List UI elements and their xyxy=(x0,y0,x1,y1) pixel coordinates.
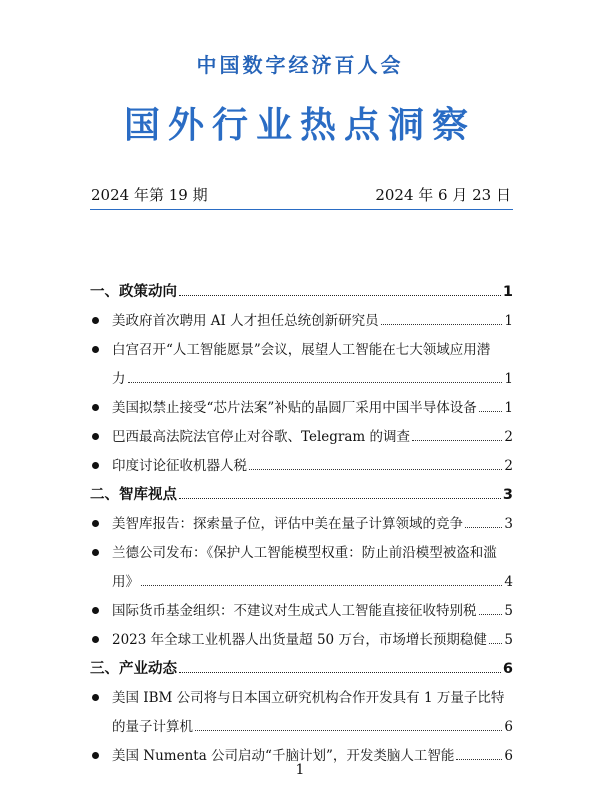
dot-leader xyxy=(179,295,501,296)
org-name: 中国数字经济百人会 xyxy=(196,53,404,77)
issue-number: 2024 年第 19 期 xyxy=(91,186,208,204)
page-number: 1 xyxy=(295,762,305,778)
toc-item[interactable] xyxy=(90,618,513,647)
issue-date: 2024 年 6 月 23 日 xyxy=(375,186,511,204)
toc-entry-text: 美政府首次聘用 AI 人才担任总统创新研究员 xyxy=(112,312,379,329)
toc-page-number: 1 xyxy=(504,370,513,387)
toc-page-number: 5 xyxy=(504,631,513,648)
toc-entry-text: 力 xyxy=(112,370,126,387)
toc-item[interactable] xyxy=(90,502,513,531)
toc-page-number: 1 xyxy=(502,283,513,300)
toc-entry-text: 印度讨论征收机器人税 xyxy=(112,457,247,474)
toc-section[interactable] xyxy=(90,473,513,502)
toc-page-number: 6 xyxy=(502,660,513,677)
toc-page-number: 2 xyxy=(504,457,513,474)
bullet-icon xyxy=(92,752,99,759)
table-of-contents xyxy=(90,270,513,763)
toc-entry-text: 用》 xyxy=(112,573,139,590)
bullet-icon xyxy=(92,346,99,353)
bullet-icon xyxy=(92,404,99,411)
toc-item[interactable] xyxy=(90,386,513,415)
toc-page-number: 1 xyxy=(504,399,513,416)
toc-item[interactable] xyxy=(90,531,513,560)
bullet-icon xyxy=(92,520,99,527)
bullet-icon xyxy=(92,433,99,440)
toc-item[interactable] xyxy=(90,415,513,444)
bullet-icon xyxy=(92,549,99,556)
toc-entry-text: 美国 IBM 公司将与日本国立研究机构合作开发具有 1 万量子比特 xyxy=(112,689,505,706)
toc-entry-text: 二、智库视点 xyxy=(90,486,177,503)
toc-entry-text: 一、政策动向 xyxy=(90,283,177,300)
bullet-icon xyxy=(92,607,99,614)
toc-section[interactable] xyxy=(90,270,513,299)
dot-leader xyxy=(479,411,503,412)
dot-leader xyxy=(489,643,502,644)
toc-item[interactable] xyxy=(90,328,513,357)
toc-item[interactable] xyxy=(90,444,513,473)
toc-page-number: 6 xyxy=(504,718,513,735)
toc-entry-text: 美国拟禁止接受“芯片法案”补贴的晶圆厂采用中国半导体设备 xyxy=(112,399,477,416)
document-title: 国外行业热点洞察 xyxy=(123,105,476,146)
toc-entry-text: 白宫召开“人工智能愿景”会议，展望人工智能在七大领域应用潜 xyxy=(112,341,491,358)
toc-item-continuation[interactable] xyxy=(90,705,513,734)
bullet-icon xyxy=(92,317,99,324)
toc-page-number: 3 xyxy=(502,486,513,503)
toc-item[interactable] xyxy=(90,299,513,328)
toc-section[interactable] xyxy=(90,647,513,676)
toc-entry-text: 三、产业动态 xyxy=(90,660,177,677)
bullet-icon xyxy=(92,694,99,701)
dot-leader xyxy=(465,527,502,528)
bullet-icon xyxy=(92,636,99,643)
toc-entry-text: 美国 Numenta 公司启动“千脑计划”，开发类脑人工智能 xyxy=(112,747,455,764)
toc-item[interactable] xyxy=(90,734,513,763)
toc-item-continuation[interactable] xyxy=(90,357,513,386)
dot-leader xyxy=(179,498,501,499)
dot-leader xyxy=(249,469,502,470)
toc-page-number: 6 xyxy=(504,747,513,764)
dot-leader xyxy=(128,382,503,383)
toc-entry-text: 美智库报告：探索量子位，评估中美在量子计算领域的竞争 xyxy=(112,515,463,532)
toc-page-number: 3 xyxy=(504,515,513,532)
dot-leader xyxy=(479,614,503,615)
toc-entry-text: 国际货币基金组织：不建议对生成式人工智能直接征收特别税 xyxy=(112,602,477,619)
dot-leader xyxy=(381,324,503,325)
toc-entry-text: 的量子计算机 xyxy=(112,718,193,735)
bullet-icon xyxy=(92,462,99,469)
dot-leader xyxy=(456,759,502,760)
toc-page-number: 4 xyxy=(504,573,513,590)
header-rule xyxy=(90,209,513,210)
toc-item[interactable] xyxy=(90,676,513,705)
dot-leader xyxy=(141,585,502,586)
toc-entry-text: 2023 年全球工业机器人出货量超 50 万台，市场增长预期稳健 xyxy=(112,631,487,648)
dot-leader xyxy=(412,440,502,441)
dot-leader xyxy=(179,672,501,673)
toc-entry-text: 兰德公司发布：《保护人工智能模型权重：防止前沿模型被盗和滥 xyxy=(112,544,497,561)
toc-page-number: 1 xyxy=(504,312,513,329)
toc-page-number: 2 xyxy=(504,428,513,445)
toc-entry-text: 巴西最高法院法官停止对谷歌、Telegram 的调查 xyxy=(112,428,410,445)
toc-item[interactable] xyxy=(90,589,513,618)
dot-leader xyxy=(195,730,502,731)
toc-item-continuation[interactable] xyxy=(90,560,513,589)
toc-page-number: 5 xyxy=(504,602,513,619)
